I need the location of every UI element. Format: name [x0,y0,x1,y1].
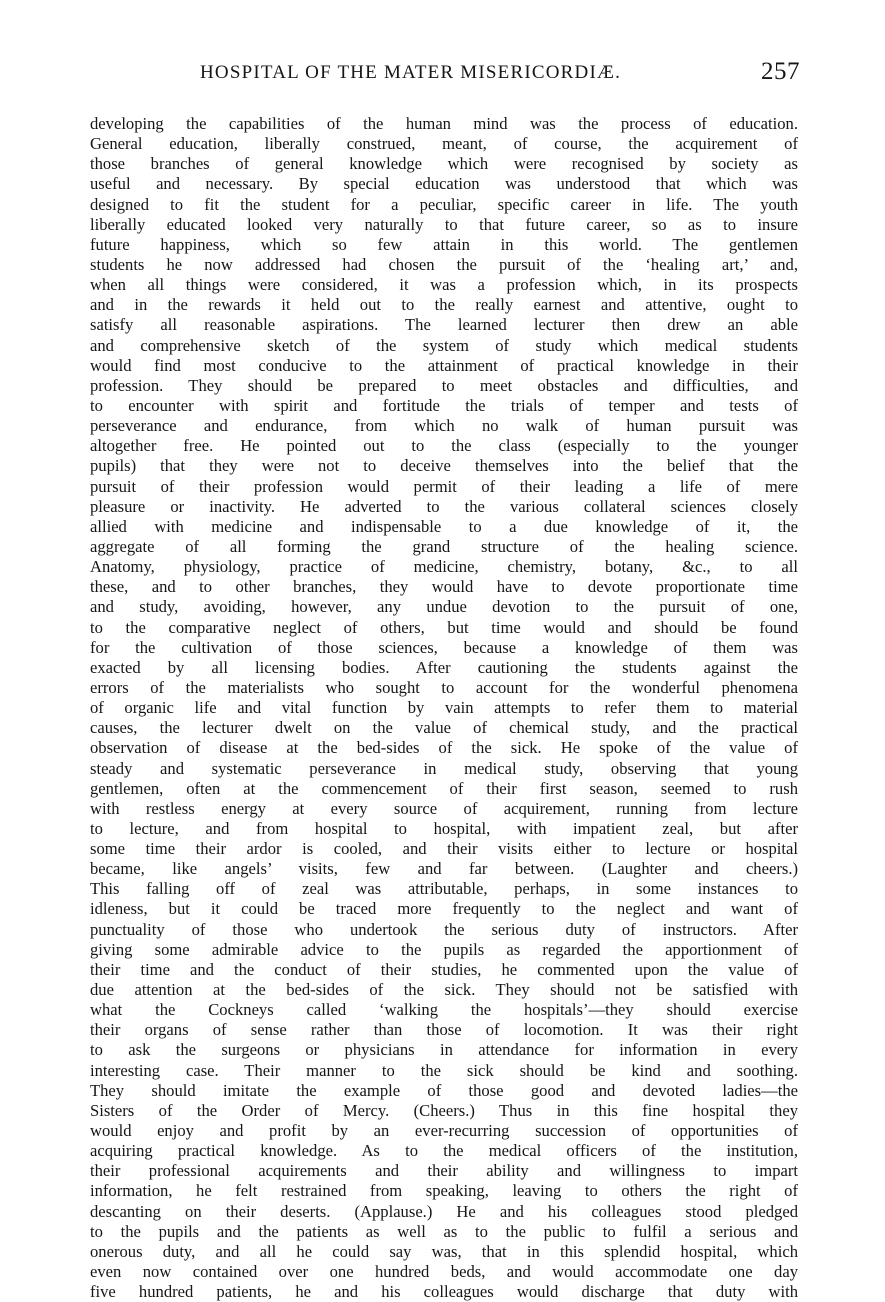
text-line: This falling off of zeal was attributable, perhaps, in some instances to [90,879,798,899]
text-line: gentlemen, often at the commencement of their first season, seemed to rush [90,778,798,798]
text-line: with restless energy at every source of acquirement, running from lecture [90,798,798,818]
text-line: idleness, but it could be traced more frequently to the neglect and want of [90,899,798,919]
text-line: would find most conducive to the attainment of practical knowledge in their [90,355,798,375]
text-line: to ask the surgeons or physicians in attendance for information in every [90,1040,798,1060]
text-line: to encounter with spirit and fortitude the trials of temper and tests of [90,395,798,415]
text-line: would enjoy and profit by an ever-recurring succession of opportunities of [90,1121,798,1141]
text-line: students he now addressed had chosen the pursuit of the ‘healing art,’ and, [90,254,798,274]
text-line: information, he felt restrained from speaking, leaving to others the right of [90,1181,798,1201]
text-line: their time and the conduct of their studies, he commented upon the value of [90,959,798,979]
text-line: developing the capabilities of the human mind was the process of education. [90,114,798,133]
text-line: to the comparative neglect of others, but time would and should be found [90,617,798,637]
text-line: allied with medicine and indispensable to a due knowledge of it, the [90,516,798,536]
text-line: onerous duty, and all he could say was, that in this splendid hospital, which [90,1241,798,1261]
text-line: exacted by all licensing bodies. After cautioning the students against the [90,657,798,677]
text-line: interesting case. Their manner to the sick should be kind and soothing. [90,1060,798,1080]
text-line: descanting on their deserts. (Applause.) He and his colleagues stood pledged [90,1201,798,1221]
text-line: what the Cockneys called ‘walking the hospitals’—they should exercise [90,1000,798,1020]
text-line: of organic life and vital function by vain attempts to refer them to material [90,698,798,718]
text-line: for the cultivation of those sciences, because a knowledge of them was [90,637,798,657]
text-line: became, like angels’ visits, few and far between. (Laughter and cheers.) [90,859,798,879]
text-line: their organs of sense rather than those of locomotion. It was their right [90,1020,798,1040]
text-line: even now contained over one hundred beds, and would accommodate one day [90,1262,798,1282]
page-header [90,58,800,90]
text-line: when all things were considered, it was a profession which, in its prospects [90,275,798,295]
text-line: those branches of general knowledge which were recognised by society as [90,154,798,174]
text-line: acquiring practical knowledge. As to the medical officers of the institution, [90,1141,798,1161]
text-line: giving some admirable advice to the pupils as regarded the apportionment of [90,939,798,959]
text-line: aggregate of all forming the grand structure of the healing science. [90,536,798,556]
text-line: punctuality of those who undertook the serious duty of instructors. After [90,919,798,939]
text-line: and study, avoiding, however, any undue devotion to the pursuit of one, [90,597,798,617]
text-line: altogether free. He pointed out to the class (especially to the younger [90,436,798,456]
text-line: They should imitate the example of those good and devoted ladies—the [90,1080,798,1100]
text-line: and comprehensive sketch of the system of study which medical students [90,335,798,355]
text-line: pursuit of their profession would permit of their leading a life of mere [90,476,798,496]
text-line: causes, the lecturer dwelt on the value of chemical study, and the practical [90,718,798,738]
text-line: to the pupils and the patients as well as to the public to fulfil a serious and [90,1221,798,1241]
text-line: useful and necessary. By special education was understood that which was [90,174,798,194]
running-head: HOSPITAL OF THE MATER MISERICORDIÆ. [200,62,622,83]
text-line: and in the rewards it held out to the really earnest and attentive, ought to [90,295,798,315]
page-number: 257 [761,58,800,85]
body-paragraph [90,114,798,1302]
text-line: pupils) that they were not to deceive themselves into the belief that the [90,456,798,476]
text-line: General education, liberally construed, meant, of course, the acquirement of [90,134,798,154]
text-line: errors of the materialists who sought to account for the wonderful phenomena [90,677,798,697]
text-line: Anatomy, physiology, practice of medicine, chemistry, botany, &c., to all [90,557,798,577]
text-line: Sisters of the Order of Mercy. (Cheers.) Thus in this fine hospital they [90,1100,798,1120]
text-line: designed to fit the student for a peculiar, specific career in life. The youth [90,194,798,214]
text-line: due attention at the bed-sides of the sick. They should not be satisfied with [90,980,798,1000]
text-line: liberally educated looked very naturally to that future career, so as to insure [90,214,798,234]
text-line: pleasure or inactivity. He adverted to the various collateral sciences closely [90,496,798,516]
text-line: their professional acquirements and their ability and willingness to impart [90,1161,798,1181]
text-line: observation of disease at the bed-sides of the sick. He spoke of the value of [90,738,798,758]
text-line: perseverance and endurance, from which no walk of human pursuit was [90,416,798,436]
text-line: some time their ardor is cooled, and their visits either to lecture or hospital [90,839,798,859]
text-line: steady and systematic perseverance in medical study, observing that young [90,758,798,778]
text-line: profession. They should be prepared to meet obstacles and difficulties, and [90,375,798,395]
text-line: future happiness, which so few attain in this world. The gentlemen [90,234,798,254]
text-line: these, and to other branches, they would have to devote proportionate time [90,577,798,597]
text-line: satisfy all reasonable aspirations. The learned lecturer then drew an able [90,315,798,335]
text-line: five hundred patients, he and his colleagues would discharge that duty with [90,1282,798,1302]
text-line: to lecture, and from hospital to hospital, with impatient zeal, but after [90,818,798,838]
